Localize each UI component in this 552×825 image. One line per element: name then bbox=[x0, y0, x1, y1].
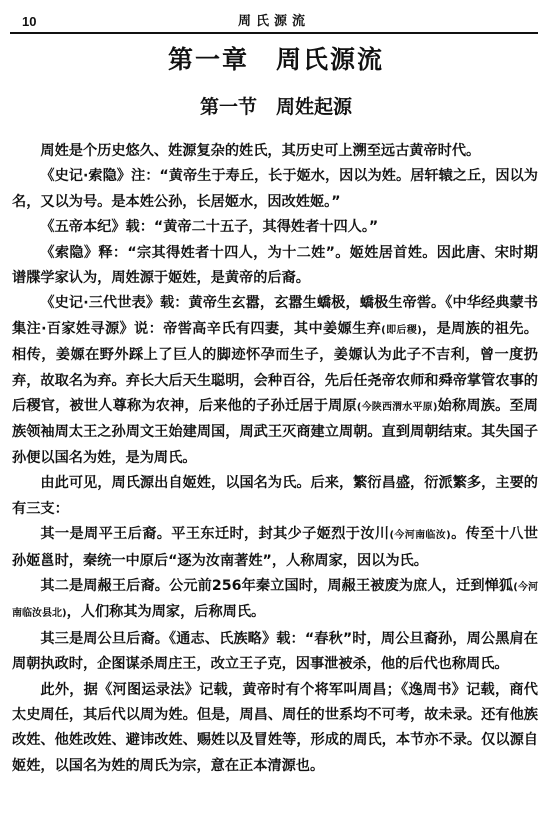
paragraph-text: 始称周族。至周族领袖周太王之孙周文王始建周国，周武王灭商建立周朝。直到周朝结束。其失国子孙便以国名为姓，是为周氏。 bbox=[12, 398, 538, 466]
section-title: 第一节 周姓起源 bbox=[199, 96, 352, 118]
paragraph-text: 《史记·三代世表》载：黄帝生玄嚣，玄嚣生蟜极，蟜极生帝喾。《中华经典蒙书集注·百家姓寻源》说：帝喾高辛氏有四妻，其中姜嫄生弃 bbox=[12, 295, 538, 337]
paragraph-text: 《五帝本纪》载：“黄帝二十五子，其得姓者十四人。” bbox=[40, 219, 379, 236]
paragraph-text: 《索隐》释：“宗其得姓者十四人，为十二姓”。姬姓居首姓。因此唐、宋时期谱牒学家认为，周姓源于姬姓，是黄帝的后裔。 bbox=[12, 244, 538, 287]
page-number: 10 bbox=[22, 14, 37, 29]
paragraph bbox=[12, 241, 538, 292]
paragraph-text: 周姓是个历史悠久、姓源复杂的姓氏，其历史可上溯至远古黄帝时代。 bbox=[40, 143, 481, 159]
chapter-title: 第一章 周氏源流 bbox=[167, 45, 384, 74]
paragraph-text: 由此可见，周氏源出自姬姓，以国名为氏。后来，繁衍昌盛，衍派繁多，主要的有三支： bbox=[12, 475, 538, 517]
paragraph bbox=[12, 627, 538, 678]
paragraph bbox=[12, 215, 538, 240]
paragraph bbox=[12, 139, 538, 164]
inline-annotation: (即后稷) bbox=[381, 324, 422, 336]
paragraph bbox=[12, 574, 538, 627]
paragraph bbox=[12, 678, 538, 780]
paragraph bbox=[12, 522, 538, 574]
paragraph-text: 《史记·索隐》注：“黄帝生于寿丘，长于姬水，因以为姓。居轩辕之丘，因以为名，又以为号。是本姓公孙，长居姬水，因改姓姬。” bbox=[12, 168, 538, 210]
paragraph bbox=[12, 291, 538, 471]
running-title: 周氏源流 bbox=[237, 14, 310, 29]
inline-annotation: (今河南临汝县北) bbox=[12, 581, 538, 620]
paragraph bbox=[12, 164, 538, 215]
page-header bbox=[10, 6, 538, 34]
paragraph-text: 。传至十八世孙姬邕时，秦统一中原后“逐为汝南著姓”，人称周家，因以为氏。 bbox=[12, 526, 538, 569]
paragraph bbox=[12, 471, 538, 522]
inline-annotation: (今河南临汝) bbox=[389, 530, 451, 542]
paragraph-text: 其二是周赧王后裔。公元前256年秦立国时，周赧王被废为庶人，迁到惮狐 bbox=[40, 577, 514, 594]
paragraph-text: ，是周族的祖先。相传，姜嫄在野外踩上了巨人的脚迹怀孕而生子，姜嫄认为此子不吉利，曾一度扔弃，故取名为弃。弃长大后天生聪明，会种百谷，先后任尧帝农师和舜帝掌管农事的后稷官，被世人尊称为农神，后来他的子孙迁居于周原 bbox=[12, 320, 538, 415]
paragraph-text: ，人们称其为周家，后称周氏。 bbox=[66, 604, 266, 621]
paragraph-text: 其一是周平王后裔。平王东迁时，封其少子姬烈于汝川 bbox=[40, 526, 390, 543]
paragraph-text: 其三是周公旦后裔。《通志、氏族略》载：“春秋”时，周公旦裔孙，周公黑肩在周朝执政时，企图谋杀周庄王，改立王子克，因事泄被杀，他的后代也称周氏。 bbox=[12, 630, 538, 673]
inline-annotation: (今陕西渭水平原) bbox=[356, 402, 438, 414]
paragraph-text: 此外，据《河图运录法》记载，黄帝时有个将军叫周昌；《逸周书》记载，商代太史周任，其后代以周为姓。但是，周昌、周任的世系均不可考，故未录。还有他族改姓、他姓改姓、避讳改姓、赐姓以及冒姓等，形成的周氏，本节亦不录。仅以源自姬姓，以国名为姓的周氏为宗，意在正本清源也。 bbox=[12, 681, 538, 774]
body-text bbox=[12, 139, 538, 779]
